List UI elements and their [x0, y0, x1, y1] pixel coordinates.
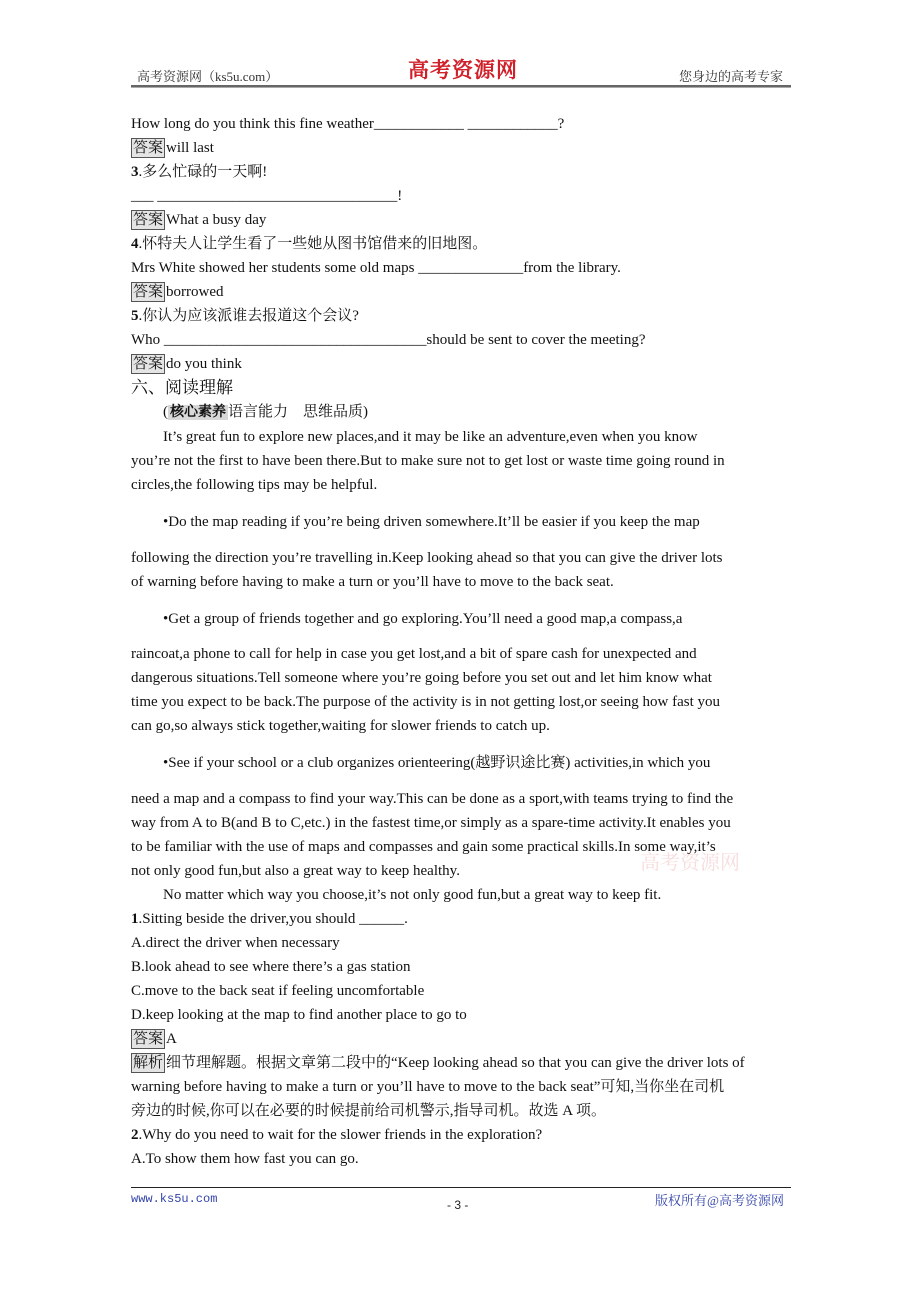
line-text: .怀特夫人让学生看了一些她从图书馆借来的旧地图。	[138, 236, 488, 252]
text-line	[131, 789, 733, 809]
text-line	[131, 1077, 724, 1097]
text-line	[163, 753, 710, 773]
line-text: do you think	[166, 356, 242, 372]
line-text: to be familiar with the use of maps and compasses and gain some practical skills.In some way,it’s	[131, 839, 716, 855]
question-number: 3	[131, 164, 139, 180]
text-line	[131, 837, 716, 857]
line-text: .你认为应该派谁去报道这个会议?	[138, 308, 359, 324]
line-text: B.look ahead to see where there’s a gas station	[131, 959, 411, 975]
header-site-name: 高考资源网（ks5u.com）	[137, 69, 279, 84]
line-text: D.keep looking at the map to find another place to go to	[131, 1007, 467, 1023]
line-text: time you expect to be back.The purpose of the activity is in not getting lost,or seeing how fast you	[131, 694, 721, 710]
text-line	[131, 909, 408, 929]
watermark: 高考资源网	[640, 850, 740, 874]
line-text: .Sitting beside the driver,you should ______.	[138, 911, 408, 927]
header-divider	[131, 85, 791, 88]
footer-url[interactable]: www.ks5u.com	[131, 1192, 218, 1206]
footer-copyright: 版权所有@高考资源网	[655, 1193, 784, 1208]
answer-label: 答案	[133, 284, 164, 300]
question-number: 1	[131, 911, 139, 927]
text-line	[131, 282, 224, 302]
footer-divider	[131, 1187, 791, 1188]
line-text: A.direct the driver when necessary	[131, 935, 340, 951]
line-text: •Do the map reading if you’re being driven somewhere.It’ll be easier if you keep the map	[163, 514, 700, 530]
text-line	[131, 861, 460, 881]
text-line	[131, 1029, 177, 1049]
line-text: you’re not the first to have been there.But to make sure not to get lost or waste time going round in	[131, 453, 725, 469]
line-text: circles,the following tips may be helpful.	[131, 477, 378, 493]
core-literacy-label: 核心素养	[170, 404, 226, 420]
question-number: 4	[131, 236, 139, 252]
text-line	[131, 258, 621, 278]
text-line	[131, 1125, 542, 1145]
text-line	[131, 813, 731, 833]
text-line	[131, 548, 723, 568]
text-line	[131, 162, 267, 182]
line-text: A	[166, 1031, 177, 1047]
line-text: following the direction you’re travelling in.Keep looking ahead so that you can give the driver lots	[131, 550, 723, 566]
text-line	[131, 668, 712, 688]
header-slogan: 您身边的高考专家	[678, 69, 783, 84]
line-text: 六、阅读理解	[131, 378, 233, 397]
text-line	[163, 512, 700, 532]
line-text: ___ ________________________________!	[131, 188, 403, 204]
line-text: A.To show them how fast you can go.	[131, 1151, 359, 1167]
line-text: 细节理解题。根据文章第二段中的“Keep looking ahead so that you can give the driver lots of	[166, 1055, 745, 1071]
text-line	[163, 609, 682, 629]
text-line	[131, 354, 242, 374]
line-text: way from A to B(and B to C,etc.) in the fastest time,or simply as a spare-time activity.It enables you	[131, 815, 731, 831]
text-line	[163, 427, 697, 447]
text-line	[131, 138, 214, 158]
answer-label: 答案	[133, 356, 164, 372]
line-text: •Get a group of friends together and go exploring.You’ll need a good map,a compass,a	[163, 611, 683, 627]
line-text: borrowed	[166, 284, 224, 300]
text-line	[131, 933, 340, 953]
page-number: - 3 -	[447, 1198, 469, 1212]
text-line	[131, 957, 411, 977]
text-line	[163, 885, 661, 905]
text-line	[131, 330, 646, 350]
text-line	[131, 1101, 606, 1121]
line-text: No matter which way you choose,it’s not only good fun,but a great way to keep fit.	[163, 887, 662, 903]
text-line	[131, 572, 614, 592]
question-number: 2	[131, 1127, 139, 1143]
text-line	[131, 378, 233, 398]
text-line	[163, 402, 368, 422]
text-line	[131, 306, 359, 326]
line-text: C.move to the back seat if feeling uncomfortable	[131, 983, 425, 999]
line-text: need a map and a compass to find your way.This can be done as a sport,with teams trying to find the	[131, 791, 734, 807]
line-text: warning before having to make a turn or you’ll have to move to the back seat”可知,当你坐在司机	[131, 1079, 725, 1095]
line-text: .Why do you need to wait for the slower friends in the exploration?	[138, 1127, 543, 1143]
line-text: .多么忙碌的一天啊!	[138, 164, 268, 180]
answer-label: 答案	[133, 212, 164, 228]
text-line	[131, 475, 377, 495]
answer-label: 答案	[133, 140, 164, 156]
text-line	[131, 981, 424, 1001]
text-line	[131, 451, 725, 471]
line-text: 旁边的时候,你可以在必要的时候提前给司机警示,指导司机。故选 A 项。	[131, 1103, 607, 1119]
answer-label: 答案	[133, 1031, 164, 1047]
line-text: Mrs White showed her students some old maps ______________from the library.	[131, 260, 621, 276]
line-text: It’s great fun to explore new places,and it may be like an adventure,even when you know	[163, 429, 698, 445]
paren-open: (	[163, 404, 168, 420]
text-line	[131, 716, 550, 736]
text-line	[131, 114, 564, 134]
text-line	[131, 692, 720, 712]
question-number: 5	[131, 308, 139, 324]
line-text: Who ___________________________________should be sent to cover the meeting?	[131, 332, 646, 348]
text-line	[131, 186, 402, 206]
text-line	[131, 234, 487, 254]
line-text: of warning before having to make a turn or you’ll have to move to the back seat.	[131, 574, 614, 590]
line-text: not only good fun,but also a great way to keep healthy.	[131, 863, 460, 879]
line-text: dangerous situations.Tell someone where you’re going before you set out and let him know what	[131, 670, 712, 686]
text-line	[131, 210, 266, 230]
line-text: How long do you think this fine weather____________ ____________?	[131, 116, 565, 132]
header-logo: 高考资源网	[408, 57, 518, 82]
line-text: •See if your school or a club organizes orienteering(越野识途比赛) activities,in which you	[163, 755, 711, 771]
text-line	[131, 644, 697, 664]
text-line	[131, 1149, 359, 1169]
text-line	[131, 1053, 745, 1073]
line-text: can go,so always stick together,waiting for slower friends to catch up.	[131, 718, 550, 734]
line-text: What a busy day	[166, 212, 267, 228]
line-text: will last	[166, 140, 214, 156]
text-line	[131, 1005, 467, 1025]
line-text: 语言能力 思维品质)	[228, 404, 368, 420]
analysis-label: 解析	[133, 1055, 164, 1071]
line-text: raincoat,a phone to call for help in case you get lost,and a bit of spare cash for unexpected and	[131, 646, 697, 662]
